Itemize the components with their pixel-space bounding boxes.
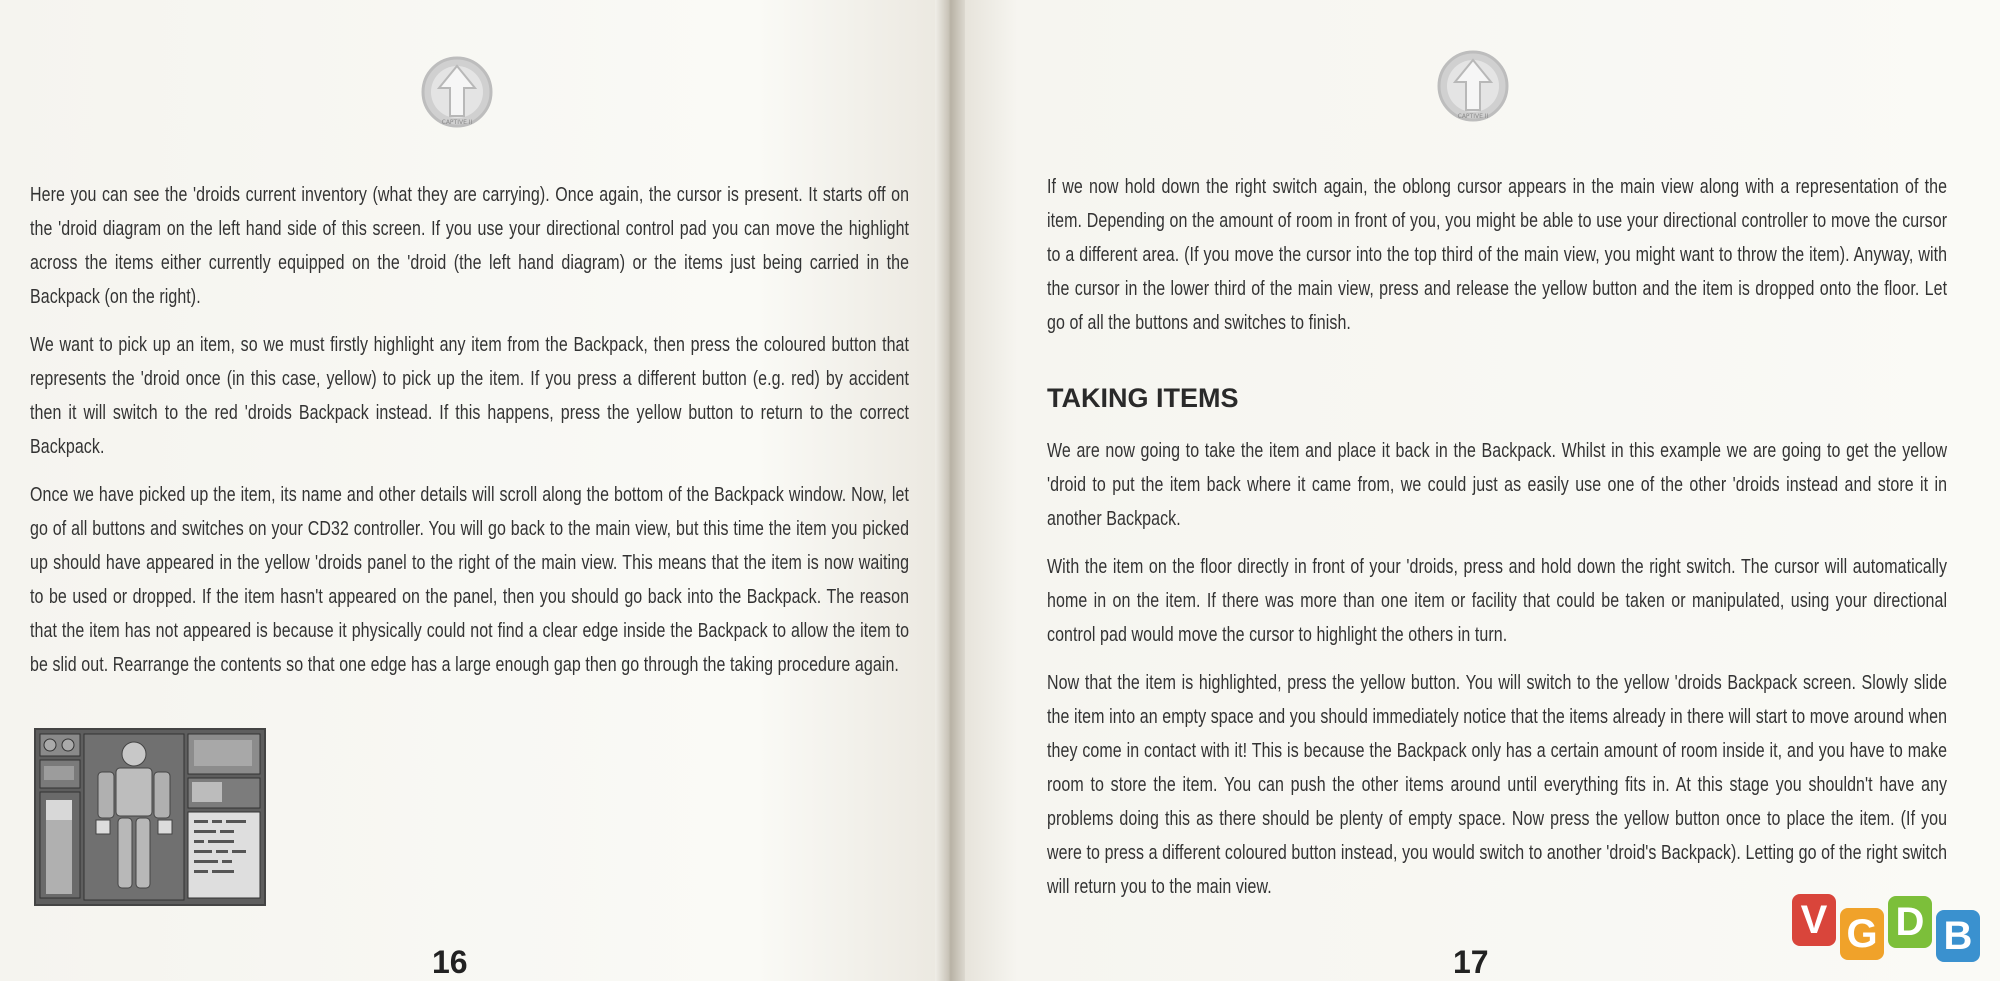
up-arrow-circle-icon (1433, 46, 1513, 126)
paragraph: Now that the item is highlighted, press the yellow button. You will switch to the yellow 'droids Backpack screen. Slowly slide the item into an empty space and you should immediately notice that the items already in there will start to move around when they come in contact with it! This is because the Backpack only has a certain amount of room inside it, and you have to make room to store the item. You can push the other items around until everything fits in. At this stage you shouldn't have any problems doing this as there should be plenty of empty space. Now press the yellow button once to place the item. (If you were to press a different coloured button instead, you would switch to another 'droid's Backpack). Letting go of the right switch will return you to the main view. (1047, 671, 1948, 898)
right-page-body (1047, 434, 1947, 918)
paragraph: We are now going to take the item and place it back in the Backpack. Whilst in this example we are going to get the yellow 'droid to put the item back where it came from, we could just as easily use one of the other 'droids instead and store it in another Backpack. (1047, 439, 1948, 530)
paragraph: Once we have picked up the item, its name and other details will scroll along the bottom of the Backpack window. Now, let go of all buttons and switches on your CD32 controller. You will go back to the main view, but this time the item you picked up should have appeared in the yellow 'droids panel to the right of the main view. This means that the item is now waiting to be used or dropped. If the item hasn't appeared on the panel, then you should go back into the Backpack. The reason that the item has not appeared is because it physically could not find a clear edge inside the Backpack to allow the item to be slid out. Rearrange the contents so that one edge has a large enough gap then go through the taking procedure again. (30, 483, 910, 676)
watermark-letter: B (1936, 910, 1980, 962)
captive-logo-right (1433, 46, 1513, 146)
paragraph: We want to pick up an item, so we must firstly highlight any item from the Backpack, then press the coloured button that represents the 'droid once (in this case, yellow) to pick up the item. If you press a different button (e.g. red) by accident then it will switch to the red 'droids Backpack instead. If this happens, press the yellow button to return to the correct Backpack. (30, 333, 910, 458)
vgdb-watermark (1792, 896, 1980, 956)
inventory-screen-image (36, 730, 264, 904)
paragraph: With the item on the floor directly in front of your 'droids, press and hold down the right switch. The cursor will automatically home in on the item. If there was more than one item or facility that could be taken or manipulated, using your directional control pad would move the cursor to highlight the others in turn. (1047, 555, 1948, 646)
page-number-right: 17 (1453, 944, 1489, 980)
paragraph: Here you can see the 'droids current inventory (what they are carrying). Once again, the cursor is present. It starts off on the 'droid diagram on the left hand side of this screen. If you use your directional control pad you can move the highlight across the items either currently equipped on the 'droid (the left hand diagram) or the items just being carried in the Backpack (on the right). (30, 183, 910, 308)
watermark-letter: G (1840, 908, 1884, 960)
watermark-letter: V (1792, 894, 1836, 946)
section-heading: TAKING ITEMS (1047, 383, 1239, 413)
left-page-body (30, 178, 909, 696)
right-page-intro (1047, 170, 1947, 354)
watermark-letter: D (1888, 896, 1932, 948)
paragraph: If we now hold down the right switch again, the oblong cursor appears in the main view along with a representation of the item. Depending on the amount of room in front of you, you might be able to use your directional controller to move the cursor to a different area. (If you move the cursor into the top third of the main view, you might want to throw the item). Anyway, with the cursor in the lower third of the main view, press and release the yellow button and the item is dropped onto the floor. Let go of all the buttons and switches to finish. (1047, 175, 1948, 334)
captive-logo-left (417, 52, 497, 152)
logo-label: CAPTIVE II (1457, 113, 1489, 120)
game-inventory-screenshot (34, 728, 266, 906)
page-number-left: 16 (432, 944, 468, 980)
page-gutter (935, 0, 965, 981)
logo-label: CAPTIVE II (441, 119, 473, 126)
up-arrow-circle-icon (417, 52, 497, 132)
